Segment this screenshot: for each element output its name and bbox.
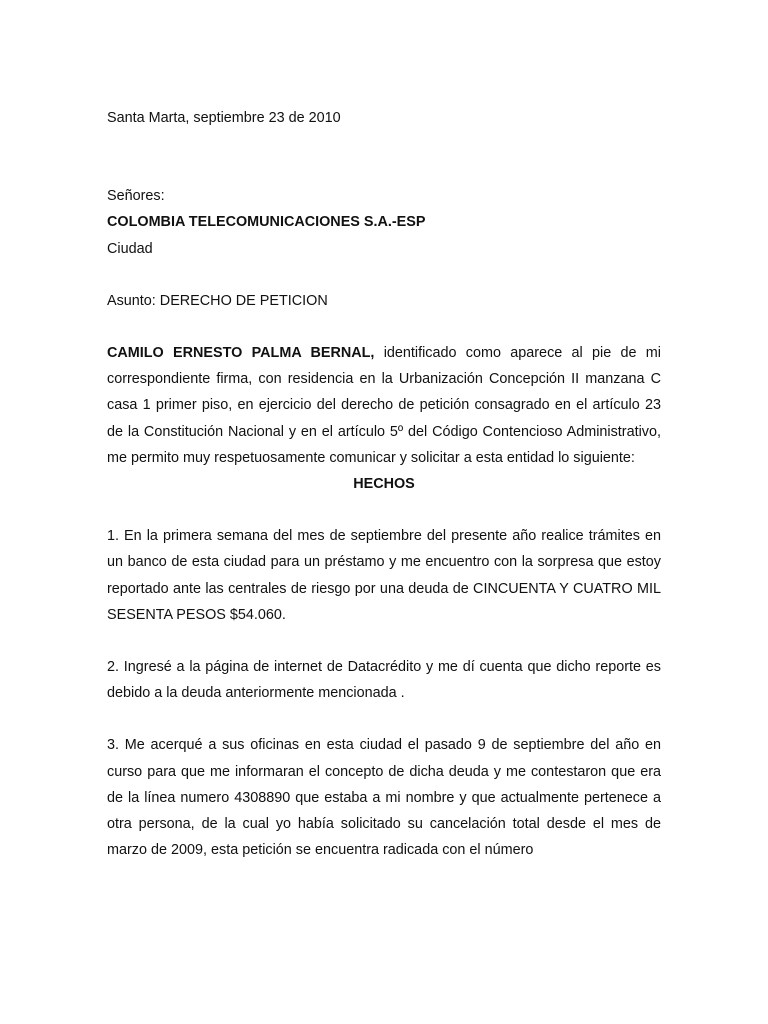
intro-paragraph xyxy=(107,340,661,471)
recipient-name: COLOMBIA TELECOMUNICACIONES S.A.-ESP xyxy=(107,214,426,231)
intro-text: identificado como aparece al pie de mi correspondiente firma, con residencia en la Urbanización Concepción II manzana C casa 1 primer piso, en ejercicio del derecho de petición consagrado en el artículo 23 de la Constitución Nacional y en el artículo 5º del Código Contencioso Administrativo, me permito muy respetuosamente comunicar y solicitar a esta entidad lo siguiente: xyxy=(107,345,661,466)
spacer xyxy=(107,706,661,732)
salutation: Señores: xyxy=(107,188,165,205)
subject-line: Asunto: DERECHO DE PETICION xyxy=(107,292,328,309)
spacer xyxy=(107,628,661,654)
spacer xyxy=(107,497,661,523)
spacer xyxy=(107,314,661,340)
spacer xyxy=(107,262,661,288)
recipient-city: Ciudad xyxy=(107,240,153,257)
spacer xyxy=(107,131,661,183)
date-line: Santa Marta, septiembre 23 de 2010 xyxy=(107,110,341,126)
petitioner-name: CAMILO ERNESTO PALMA BERNAL, xyxy=(107,345,375,362)
section-heading: HECHOS xyxy=(353,476,415,493)
letter-body xyxy=(107,105,661,863)
fact-paragraph-3: 3. Me acerqué a sus oficinas en esta ciudad el pasado 9 de septiembre del año en curso para que me informaran el concepto de dicha deuda y me contestaron que era de la línea numero 4308890 que estaba a mi nombre y que actualmente pertenece a otra persona, de la cual yo había solicitado su cancelación total desde el mes de marzo de 2009, esta petición se encuentra radicada con el número xyxy=(107,737,661,859)
fact-paragraph-1: 1. En la primera semana del mes de septiembre del presente año realice trámites en un banco de esta ciudad para un préstamo y me encuentro con la sorpresa que estoy reportado ante las centrales de riesgo por una deuda de CINCUENTA Y CUATRO MIL SESENTA PESOS $54.060. xyxy=(107,528,661,623)
fact-paragraph-2: 2. Ingresé a la página de internet de Datacrédito y me dí cuenta que dicho reporte es debido a la deuda anteriormente mencionada . xyxy=(107,659,661,702)
